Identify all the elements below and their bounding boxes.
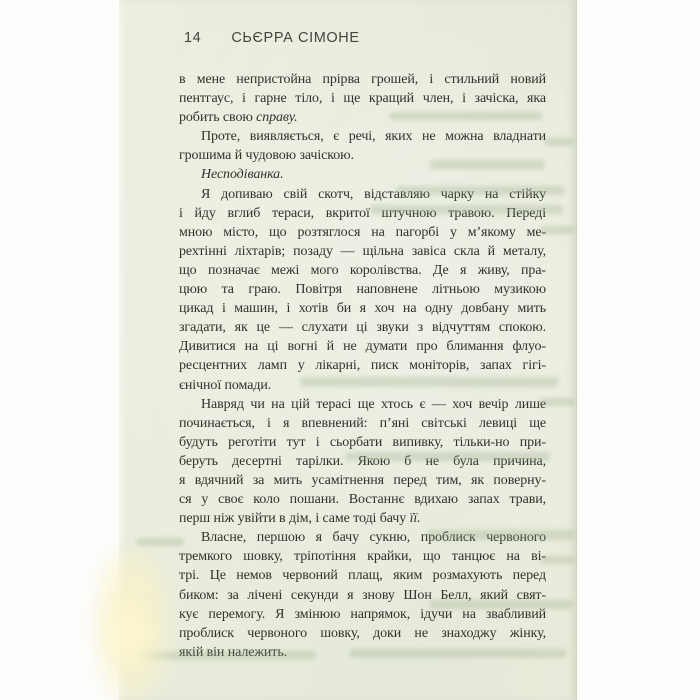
verso-showthrough-mark [350,649,566,658]
verso-showthrough-mark [137,651,315,660]
text-segment: єнічної помади. [179,377,272,393]
italic-text-segment: справу. [256,110,298,126]
text-segment: згадати, як це — слухати ці звуки з відчуттям спокою. [179,320,546,336]
text-line [179,89,546,108]
text-line [179,395,546,414]
text-line [179,70,546,89]
italic-text-segment: її. [409,511,421,527]
text-line [179,337,546,356]
text-line [179,223,546,242]
text-segment: кує перемогу. Я змінюю напрямок, ідучи на звабливий [179,606,546,622]
verso-showthrough-mark [430,600,572,609]
text-segment: я вдячний за мить усамітнення перед тим, як поверну- [179,472,546,488]
text-segment: робить свою [179,110,257,126]
text-segment: беруть десертні тарілки. Якою б не була причина, [179,453,546,469]
verso-showthrough-mark [540,226,574,234]
body-text [179,70,546,662]
verso-showthrough-mark [370,205,563,214]
text-line [179,509,546,528]
text-segment: цюю та граю. Повітря наповнене літньою музикою [179,282,546,298]
text-segment: цикад і машин, і хотів би я хоч на одну довбану мить [179,301,546,317]
verso-showthrough-mark [540,398,574,406]
text-segment: проблиск червоного шовку, доки не знаходжу жінку, [179,625,546,641]
text-segment: пентгаус, і гарне тіло, і ще кращий член, і зачіска, яка [179,91,546,107]
text-segment: рехтінні ліхтарів; позаду — щільна завіса скла й металу, [179,243,546,259]
verso-showthrough-mark [396,186,564,195]
text-line [179,433,546,452]
page-number: 14 [184,30,202,46]
text-segment: грошима й чудовою зачіскою. [179,148,354,164]
text-segment: мною місто, що розтяглося на пагорбі у м’якому ме- [179,224,546,240]
text-line [179,318,546,337]
verso-showthrough-mark [390,112,542,120]
book-page [119,0,577,700]
text-line [179,242,546,261]
text-line [179,299,546,318]
text-line [179,624,546,643]
text-segment: Дивитися на ці вогні й не думати про блимання флуо- [179,339,546,355]
verso-showthrough-mark [300,377,558,387]
italic-text-segment: Несподіванка. [201,167,284,183]
verso-showthrough-mark [136,538,184,546]
text-line [179,566,546,585]
text-line [179,471,546,490]
running-header-title: СЬЄРРА СІМОНЕ [231,30,360,46]
text-segment: ся у своє коло пошани. Востаннє вдихаю запах трави, [179,492,546,508]
text-line [179,490,546,509]
text-segment: починається, і я впевнений: п’яні світські левиці ще [179,415,546,431]
text-segment: в мене непристойна прірва грошей, і стильний новий [179,72,546,87]
text-line [179,547,546,566]
text-line [179,280,546,299]
verso-showthrough-mark [545,138,573,146]
verso-showthrough-mark [428,530,574,540]
verso-showthrough-mark [345,452,550,461]
text-segment: трі. Це немов червоний плащ, яким розмахують перед [179,568,546,584]
text-segment: якій він належить. [179,644,288,660]
text-segment: перш ніж увійти в дім, і саме тоді бачу [179,511,410,527]
text-line [179,261,546,280]
text-line [179,414,546,433]
text-line [179,127,546,146]
text-segment: Навряд чи на цій терасі ще хтось є — хоч вечір лише [201,396,546,412]
text-segment: ресцентних ламп у лікарні, писк моніторів, запах гігі- [179,358,546,374]
text-segment: Я допиваю свій скотч, відставляю чарку на стійку [201,186,546,202]
verso-showthrough-mark [540,556,574,564]
text-segment: биком: за лічені секунди я знову Шон Белл, який свят- [179,587,546,603]
text-segment: тремкого шовку, тріпотіння крайки, що танцює на ві- [179,549,546,565]
text-segment: Власне, першою я бачу сукню, проблиск червоного [201,530,546,546]
text-segment: Проте, виявляється, є речі, яких не можна владнати [201,129,546,145]
text-segment: і йду вглиб тераси, вкритої штучною травою. Переді [179,205,546,221]
text-line [179,356,546,375]
running-header [184,30,360,46]
text-segment: що позначає межі мого королівства. Де я живу, пра- [179,262,546,278]
verso-showthrough-mark [430,160,545,169]
text-segment: будуть реготіти тут і сьорбати випивку, тільки-но при- [179,434,546,450]
